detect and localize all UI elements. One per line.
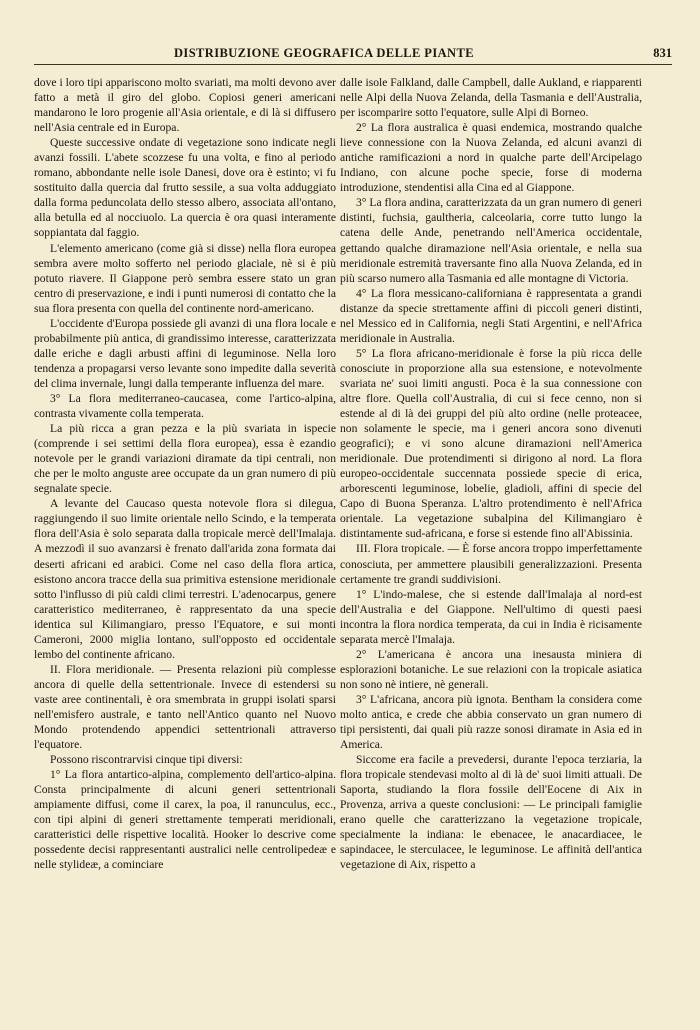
paragraph: La più ricca a gran pezza e la più svariata in ispecie (comprende i sei settimi della flora europea), essa è ezandio notevole per le grandi variazioni diramate da tipi centrali, non che per le molto anguste aree occupate da un gran numero di più segnalate specie. <box>34 422 336 496</box>
paragraph: 1° L'indo-malese, che si estende dall'Imalaja al nord-est dell'Australia e del Giappone. Nell'ultimo di questi paesi incontra la flora nordica temperata, da cui in India è ricisamente separata mercè l'Imalaja. <box>340 587 642 646</box>
paragraph: 3° L'africana, ancora più ignota. Bentham la considera come molto antica, e crede che abbia conservato un gran numero di tipi persistenti, dai quali più razze sonosi diramate in Asia ed in America. <box>340 692 642 752</box>
paragraph: 5° La flora africano-meridionale è forse la più ricca delle conosciute in proporzione alla sua estensione, e notevolmente svariata ne' suoi limiti angusti. Poca è la sua connessione con altre flore. Quella coll'Australia, di cui si fece cenno, non si estende al di là dei gruppi del più alto ordine (nelle proteacee, non solamente le specie, ma i generi ancora sono divenuti geografici); e vi sono alcune diramazioni nell'America meridionale. Due protendimenti si dirigono al nord. La flora europeo-occidentale succennata possiede specie di erica, arborescenti leguminose, lobelie, gladioli, affini di specie del Capo di Buona Speranza. L'altro protendimento è nell'Africa orientale. La vegetazione subalpina del Kilimangiaro è distintamente sud-africana, e forse si estende fino all'Abissinia. <box>340 346 642 541</box>
paragraph: L'occidente d'Europa possiede gli avanzi di una flora locale e probabilmente più antica, di grandissimo interesse, caratterizzata dalle eriche e dagli arbusti affini di leguminose. Nella loro tendenza a propagarsi verso levante sono impedite dalla severità del clima invernale, lungi dalla temperante influenza del mare. <box>34 316 336 390</box>
paragraph: dove i loro tipi appariscono molto svariati, ma molti devono aver fatto a metà il giro del globo. Copiosi generi americani mandarono le loro progenie all'Asia orientale, e di là si diffusero nell'Asia centrale ed in Europa. <box>34 76 336 135</box>
paragraph: Siccome era facile a prevedersi, durante l'epoca terziaria, la flora tropicale stendevasi molto al di là de' suoi limiti attuali. De Saporta, studiando la flora fossile dell'Eocene di Aix in Provenza, arriva a queste conclusioni: — Le principali famiglie erano quelle che caratterizzano la vegetazione tropicale, specialmente la indiana: le ebenacee, le anacardiacee, le sapindacee, le sterculacee, le leguminose. Le affinità dell'antica vegetazione di Aix, rispetto a <box>340 753 642 872</box>
paragraph: II. Flora meridionale. — Presenta relazioni più complesse ancora di quelle della settentrionale. Invece di estendersi su vaste aree continentali, è ora smembrata in gruppi isolati sparsi nell'emisfero australe, e tanto nell'Antico quanto nel Nuovo Mondo protendendo appendici settentrionali attraverso l'equatore. <box>34 662 336 752</box>
left-column <box>34 75 336 872</box>
paragraph: Possono riscontrarvisi cinque tipi diversi: <box>50 753 243 767</box>
page-number: 831 <box>653 46 672 60</box>
paragraph: 4° La flora messicano-californiana è rappresentata a grandi distanze da specie strettamente affini di piccoli generi distinti, nel Messico ed in California, negli Stati Argentini, e nell'Africa meridionale in Australia. <box>340 286 642 345</box>
paragraph: Queste successive ondate di vegetazione sono indicate negli avanzi fossili. L'abete scozzese fu una volta, e fino al periodo romano, abbondante nelle isole Danesi, dove ora è estinto; vi fu sostituito dalla quercia dal frutto sessile, a sua volta adduggiato dalla forma peduncolata dello stesso albero, associata all'ontano, alla betulla ed al nocciuolo. La quercia è ora quasi interamente soppiantata dal faggio. <box>34 136 336 240</box>
paragraph: 3° La flora andina, caratterizzata da un gran numero di generi distinti, fuchsia, gaultheria, calceolaria, corre tutto lungo la catena delle Ande, penetrando nell'America occidentale, gettando qualche diramazione nell'Asia orientale, e nella sua meridionale estremità traversante fino alla Nuova Zelanda, ed in più scarso numero alla Tasmania ed alle montagne di Victoria. <box>340 196 642 285</box>
paragraph: 1° La flora antartico-alpina, complemento dell'artico-alpina. Consta principalmente di alcuni generi settentrionali ampiamente diffusi, come il carex, la poa, il ranunculus, ecc., con tipi alpini di generi strettamente temperati meridionali, caratteristici delle rispettive località. Hooker lo descrive come possedente decisi rappresentanti australici nelle centrolipedeæ e nelle stylideæ, a cominciare <box>34 768 336 872</box>
paragraph: L'elemento americano (come già si disse) nella flora europea sembra avere molto sofferto nel periodo glaciale, nè si è più potuto riavere. Il Giappone però sembra essere stato un gran centro di preservazione, e indi i punti numerosi di contatto che la sua flora presenta con quella del continente nord-americano. <box>34 241 336 315</box>
right-column <box>340 75 642 872</box>
paragraph: dalle isole Falkland, dalle Campbell, dalle Aukland, e riapparenti nelle Alpi della Nuova Zelanda, della Tasmania e dell'Australia, per iscomparire sotto l'equatore, sulle Alpi di Borneo. <box>340 76 642 120</box>
paragraph: A levante del Caucaso questa notevole flora si dilegua, raggiungendo il suo limite orientale nello Scindo, e la temperata flora dell'Asia è solo separata dalla tropicale mercè dell'Imalaja. A mezzodì il suo avanzarsi è frenato dall'arida zona formata dai deserti africani ed arabici. Come nel caso della flora artica, esistono ancora tracce della sua primitiva estensione meridionale sotto l'influsso di più caldi climi terrestri. L'adenocarpus, genere caratteristico mediterraneo, è rappresentato da una specie identica sul Kilimangiaro, presso l'Equatore, e sui monti Cameroni, 2000 miglia lontano, sull'opposto ed occidentale lembo del continente africano. <box>34 497 336 661</box>
paragraph: 3° La flora mediterraneo-caucasea, come l'artico-alpina, contrasta vivamente colla temperata. <box>34 391 336 421</box>
paragraph: 2° L'americana è ancora una inesausta miniera di esplorazioni botaniche. Le sue relazioni con la tropicale asiatica non sono nè intiere, nè generali. <box>340 647 642 691</box>
paragraph: 2° La flora australica è quasi endemica, mostrando qualche lieve connessione con la Nuova Zelanda, ed alcuni avanzi di antiche ramificazioni a nord in qualche parte dell'Arcipelago Indiano, con alcune poche specie, forse di moderna introduzione, stendentisi alla Cina ed al Giappone. <box>340 121 642 195</box>
running-title: DISTRIBUZIONE GEOGRAFICA DELLE PIANTE <box>174 46 474 60</box>
paragraph: III. Flora tropicale. — È forse ancora troppo imperfettamente conosciuta, per ammettere plausibili generalizzazioni. Presenta certamente tre grandi suddivisioni. <box>340 542 642 586</box>
page-header <box>34 46 672 65</box>
